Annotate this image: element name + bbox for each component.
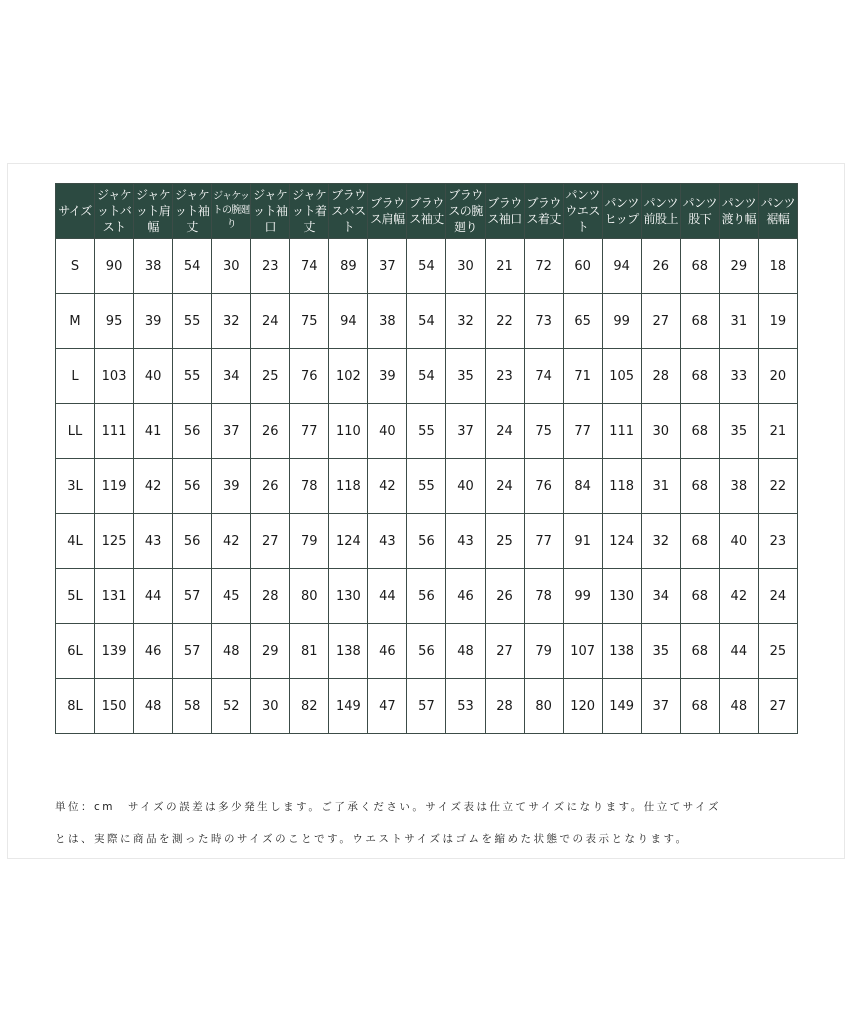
table-cell: 31 xyxy=(719,294,758,349)
table-cell: 76 xyxy=(290,349,329,404)
size-label-cell: LL xyxy=(56,404,95,459)
table-cell: 29 xyxy=(251,624,290,679)
table-cell: 131 xyxy=(95,569,134,624)
table-header-cell: ジャケットバスト xyxy=(95,184,134,239)
table-cell: 48 xyxy=(134,679,173,734)
table-cell: 80 xyxy=(290,569,329,624)
table-row xyxy=(56,514,798,569)
table-header-cell: ブラウスの腕廻り xyxy=(446,184,485,239)
table-cell: 54 xyxy=(407,294,446,349)
table-cell: 150 xyxy=(95,679,134,734)
table-header-row xyxy=(56,184,798,239)
table-cell: 28 xyxy=(485,679,524,734)
table-cell: 120 xyxy=(563,679,602,734)
size-label-cell: 3L xyxy=(56,459,95,514)
table-body xyxy=(56,239,798,734)
table-cell: 71 xyxy=(563,349,602,404)
table-cell: 44 xyxy=(134,569,173,624)
table-cell: 32 xyxy=(212,294,251,349)
table-cell: 99 xyxy=(602,294,641,349)
table-cell: 58 xyxy=(173,679,212,734)
table-cell: 89 xyxy=(329,239,368,294)
table-cell: 42 xyxy=(134,459,173,514)
table-cell: 68 xyxy=(680,294,719,349)
table-cell: 30 xyxy=(251,679,290,734)
table-cell: 68 xyxy=(680,459,719,514)
note-line-2: とは、実際に商品を測った時のサイズのことです。ウエストサイズはゴムを縮めた状態での表示となります。 xyxy=(55,833,689,845)
table-row xyxy=(56,294,798,349)
table-cell: 20 xyxy=(758,349,797,404)
table-cell: 26 xyxy=(251,459,290,514)
table-cell: 37 xyxy=(212,404,251,459)
table-cell: 48 xyxy=(446,624,485,679)
table-cell: 45 xyxy=(212,569,251,624)
table-cell: 130 xyxy=(602,569,641,624)
table-cell: 149 xyxy=(329,679,368,734)
table-header-cell: ジャケット袖丈 xyxy=(173,184,212,239)
table-cell: 94 xyxy=(329,294,368,349)
size-label-cell: 6L xyxy=(56,624,95,679)
table-header-cell: ジャケット着丈 xyxy=(290,184,329,239)
table-cell: 54 xyxy=(407,349,446,404)
table-cell: 57 xyxy=(173,569,212,624)
table-cell: 111 xyxy=(602,404,641,459)
table-cell: 52 xyxy=(212,679,251,734)
table-cell: 94 xyxy=(602,239,641,294)
table-cell: 27 xyxy=(758,679,797,734)
table-header-cell: サイズ xyxy=(56,184,95,239)
table-cell: 37 xyxy=(641,679,680,734)
table-cell: 56 xyxy=(407,624,446,679)
table-cell: 47 xyxy=(368,679,407,734)
table-header-cell: パンツヒップ xyxy=(602,184,641,239)
table-cell: 79 xyxy=(290,514,329,569)
size-label-cell: 5L xyxy=(56,569,95,624)
table-cell: 21 xyxy=(758,404,797,459)
table-cell: 56 xyxy=(407,514,446,569)
table-cell: 77 xyxy=(563,404,602,459)
table-cell: 35 xyxy=(641,624,680,679)
table-cell: 35 xyxy=(719,404,758,459)
table-cell: 149 xyxy=(602,679,641,734)
table-header-cell: パンツ前股上 xyxy=(641,184,680,239)
table-header-cell: ブラウス袖口 xyxy=(485,184,524,239)
table-cell: 25 xyxy=(758,624,797,679)
table-cell: 84 xyxy=(563,459,602,514)
table-cell: 111 xyxy=(95,404,134,459)
table-cell: 23 xyxy=(485,349,524,404)
table-cell: 60 xyxy=(563,239,602,294)
table-row xyxy=(56,569,798,624)
table-cell: 43 xyxy=(134,514,173,569)
table-cell: 56 xyxy=(173,514,212,569)
table-cell: 82 xyxy=(290,679,329,734)
table-cell: 30 xyxy=(446,239,485,294)
table-cell: 99 xyxy=(563,569,602,624)
table-header-cell: パンツ裾幅 xyxy=(758,184,797,239)
table-header-cell: ブラウス肩幅 xyxy=(368,184,407,239)
table-cell: 26 xyxy=(251,404,290,459)
table-cell: 54 xyxy=(173,239,212,294)
table-cell: 68 xyxy=(680,624,719,679)
table-cell: 30 xyxy=(641,404,680,459)
table-cell: 40 xyxy=(446,459,485,514)
table-row xyxy=(56,459,798,514)
table-cell: 118 xyxy=(602,459,641,514)
table-row xyxy=(56,679,798,734)
table-cell: 34 xyxy=(212,349,251,404)
table-cell: 26 xyxy=(485,569,524,624)
table-cell: 41 xyxy=(134,404,173,459)
table-cell: 56 xyxy=(407,569,446,624)
table-cell: 75 xyxy=(524,404,563,459)
table-cell: 90 xyxy=(95,239,134,294)
table-cell: 44 xyxy=(368,569,407,624)
table-cell: 38 xyxy=(134,239,173,294)
table-cell: 46 xyxy=(368,624,407,679)
table-cell: 68 xyxy=(680,404,719,459)
table-cell: 56 xyxy=(173,404,212,459)
table-cell: 26 xyxy=(641,239,680,294)
table-header-cell: パンツ股下 xyxy=(680,184,719,239)
table-cell: 46 xyxy=(134,624,173,679)
table-cell: 74 xyxy=(290,239,329,294)
table-cell: 77 xyxy=(524,514,563,569)
table-row xyxy=(56,404,798,459)
table-cell: 24 xyxy=(485,404,524,459)
table-cell: 125 xyxy=(95,514,134,569)
size-label-cell: 4L xyxy=(56,514,95,569)
table-cell: 76 xyxy=(524,459,563,514)
table-cell: 65 xyxy=(563,294,602,349)
size-table xyxy=(55,183,798,734)
table-cell: 103 xyxy=(95,349,134,404)
table-cell: 57 xyxy=(407,679,446,734)
table-header-cell: ブラウスバスト xyxy=(329,184,368,239)
table-cell: 80 xyxy=(524,679,563,734)
table-cell: 38 xyxy=(368,294,407,349)
table-cell: 78 xyxy=(524,569,563,624)
table-cell: 68 xyxy=(680,514,719,569)
table-cell: 91 xyxy=(563,514,602,569)
table-cell: 27 xyxy=(485,624,524,679)
table-cell: 40 xyxy=(719,514,758,569)
table-cell: 55 xyxy=(173,349,212,404)
table-cell: 32 xyxy=(641,514,680,569)
table-cell: 81 xyxy=(290,624,329,679)
table-cell: 68 xyxy=(680,679,719,734)
table-cell: 37 xyxy=(368,239,407,294)
table-cell: 39 xyxy=(368,349,407,404)
table-cell: 73 xyxy=(524,294,563,349)
size-label-cell: M xyxy=(56,294,95,349)
table-cell: 44 xyxy=(719,624,758,679)
table-cell: 74 xyxy=(524,349,563,404)
table-cell: 40 xyxy=(368,404,407,459)
table-cell: 21 xyxy=(485,239,524,294)
table-cell: 34 xyxy=(641,569,680,624)
table-cell: 22 xyxy=(485,294,524,349)
table-cell: 39 xyxy=(134,294,173,349)
table-cell: 42 xyxy=(212,514,251,569)
table-cell: 42 xyxy=(719,569,758,624)
table-header-cell: パンツ渡り幅 xyxy=(719,184,758,239)
table-cell: 29 xyxy=(719,239,758,294)
table-cell: 40 xyxy=(134,349,173,404)
table-cell: 18 xyxy=(758,239,797,294)
table-cell: 43 xyxy=(446,514,485,569)
table-cell: 31 xyxy=(641,459,680,514)
table-cell: 78 xyxy=(290,459,329,514)
table-cell: 102 xyxy=(329,349,368,404)
note-line-1: 単位：cm サイズの誤差は多少発生します。ご了承ください。サイズ表は仕立てサイズになります。仕立てサイズ xyxy=(55,801,721,813)
table-cell: 23 xyxy=(758,514,797,569)
table-cell: 43 xyxy=(368,514,407,569)
table-cell: 27 xyxy=(251,514,290,569)
table-cell: 68 xyxy=(680,569,719,624)
table-cell: 118 xyxy=(329,459,368,514)
size-note xyxy=(55,783,800,863)
table-cell: 48 xyxy=(212,624,251,679)
table-cell: 77 xyxy=(290,404,329,459)
table-cell: 68 xyxy=(680,349,719,404)
table-cell: 28 xyxy=(251,569,290,624)
table-cell: 46 xyxy=(446,569,485,624)
table-cell: 23 xyxy=(251,239,290,294)
table-cell: 55 xyxy=(407,459,446,514)
table-cell: 56 xyxy=(173,459,212,514)
table-cell: 57 xyxy=(173,624,212,679)
table-cell: 32 xyxy=(446,294,485,349)
size-label-cell: 8L xyxy=(56,679,95,734)
table-header-cell: ブラウス袖丈 xyxy=(407,184,446,239)
table-cell: 107 xyxy=(563,624,602,679)
table-cell: 37 xyxy=(446,404,485,459)
table-cell: 24 xyxy=(758,569,797,624)
table-cell: 119 xyxy=(95,459,134,514)
table-row xyxy=(56,239,798,294)
table-cell: 22 xyxy=(758,459,797,514)
size-label-cell: L xyxy=(56,349,95,404)
table-cell: 24 xyxy=(251,294,290,349)
table-cell: 124 xyxy=(329,514,368,569)
table-cell: 105 xyxy=(602,349,641,404)
table-header-cell: ジャケット袖口 xyxy=(251,184,290,239)
table-header-cell: ジャケット肩幅 xyxy=(134,184,173,239)
table-cell: 139 xyxy=(95,624,134,679)
table-cell: 35 xyxy=(446,349,485,404)
table-cell: 138 xyxy=(602,624,641,679)
table-cell: 25 xyxy=(251,349,290,404)
table-cell: 42 xyxy=(368,459,407,514)
table-cell: 95 xyxy=(95,294,134,349)
table-cell: 72 xyxy=(524,239,563,294)
table-cell: 39 xyxy=(212,459,251,514)
table-cell: 55 xyxy=(173,294,212,349)
table-cell: 25 xyxy=(485,514,524,569)
table-cell: 27 xyxy=(641,294,680,349)
table-header-cell: パンツウエスト xyxy=(563,184,602,239)
table-cell: 55 xyxy=(407,404,446,459)
table-cell: 138 xyxy=(329,624,368,679)
table-cell: 54 xyxy=(407,239,446,294)
table-row xyxy=(56,349,798,404)
table-cell: 124 xyxy=(602,514,641,569)
table-header-cell: ブラウス着丈 xyxy=(524,184,563,239)
table-cell: 68 xyxy=(680,239,719,294)
table-cell: 38 xyxy=(719,459,758,514)
table-header-cell: ジャケットの腕廻り xyxy=(212,184,251,239)
table-row xyxy=(56,624,798,679)
table-cell: 75 xyxy=(290,294,329,349)
table-cell: 33 xyxy=(719,349,758,404)
table-cell: 28 xyxy=(641,349,680,404)
table-cell: 53 xyxy=(446,679,485,734)
table-cell: 24 xyxy=(485,459,524,514)
table-cell: 130 xyxy=(329,569,368,624)
table-cell: 79 xyxy=(524,624,563,679)
table-cell: 48 xyxy=(719,679,758,734)
table-cell: 110 xyxy=(329,404,368,459)
table-cell: 30 xyxy=(212,239,251,294)
table-cell: 19 xyxy=(758,294,797,349)
size-label-cell: S xyxy=(56,239,95,294)
